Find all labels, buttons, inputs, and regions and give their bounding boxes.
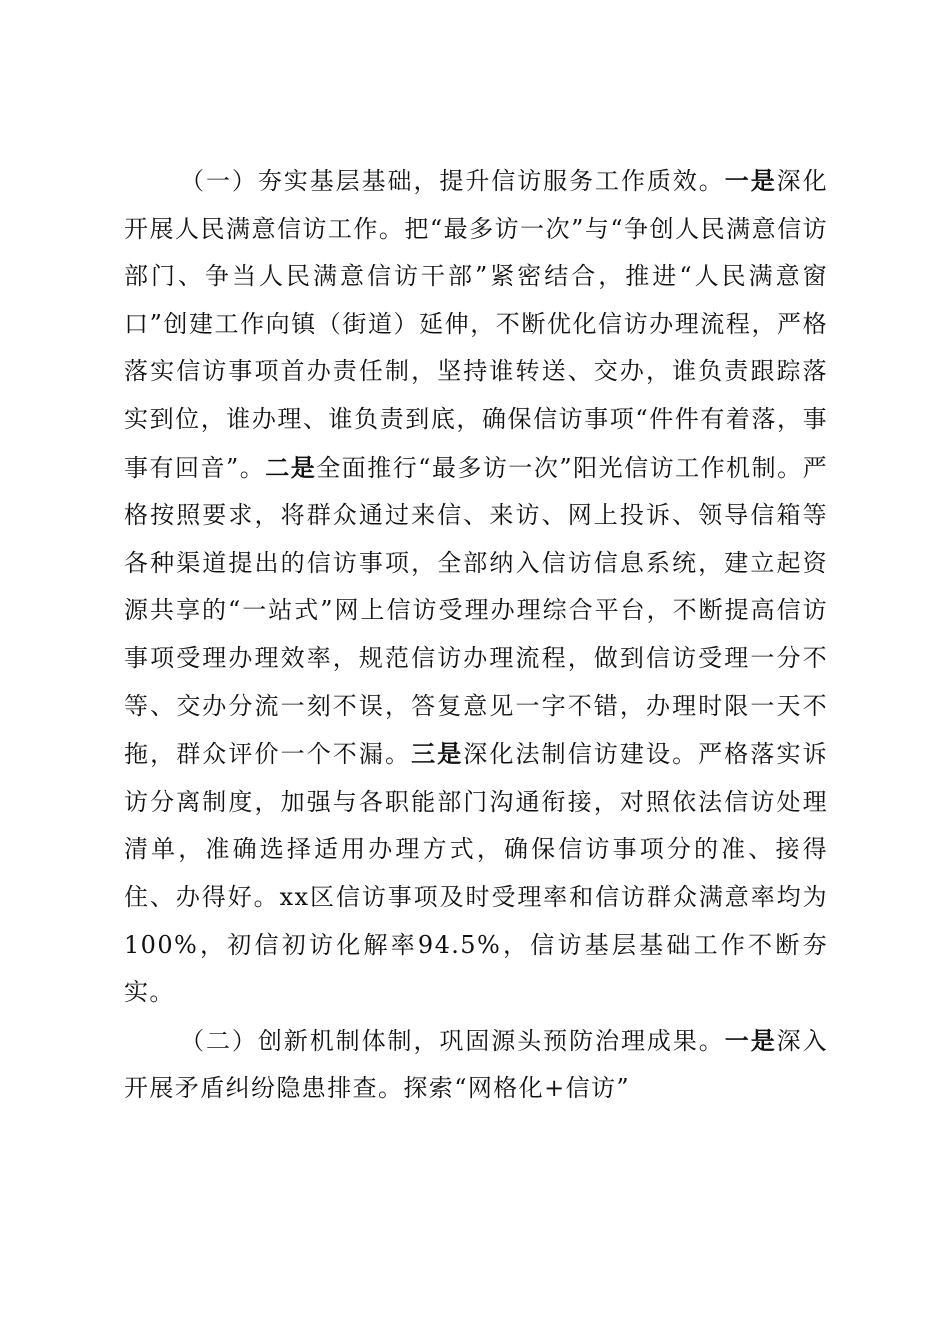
paragraph-1-first-point-text: 深化开展人民满意信访工作。把“最多访一次”与“争创人民满意信访部门、争当人民满意信访干部”紧密结合，推进“人民满意窗口”创建工作向镇（街道）延伸，不断优化信访办理流程，严格落实信访事项首办责任制，坚持谁转送、交办，谁负责跟踪落实到位，谁办理、谁负责到底，确保信访事项“件件有着落，事事有回音”。 <box>124 167 828 482</box>
paragraph-1 <box>124 157 828 1017</box>
paragraph-2 <box>124 1017 828 1113</box>
paragraph-1-second-point-marker: 二是 <box>265 452 317 482</box>
paragraph-2-first-point-marker: 一是 <box>724 1025 777 1055</box>
paragraph-2-heading: （二）创新机制体制，巩固源头预防治理成果。 <box>180 1026 725 1055</box>
paragraph-1-third-point-text: 深化法制信访建设。严格落实诉访分离制度，加强与各职能部门沟通衔接，对照依法信访处理清单，准确选择适用办理方式，确保信访事项分的准、接得住、办得好。xx区信访事项及时受理率和信访群众满意率均为100%，初信初访化解率94.5%，信访基层基础工作不断夯实。 <box>124 740 828 1007</box>
paragraph-1-heading: （一）夯实基层基础，提升信访服务工作质效。 <box>180 167 725 195</box>
paragraph-1-third-point-marker: 三是 <box>411 739 464 769</box>
paragraph-1-second-point-text: 全面推行“最多访一次”阳光信访工作机制。严格按照要求，将群众通过来信、来访、网上投诉、领导信箱等各种渠道提出的信访事项，全部纳入信访信息系统，建立起资源共享的“一站式”网上信访受理办理综合平台，不断提高信访事项受理办理效率，规范信访办理流程，做到信访受理一分不等、交办分流一刻不误，答复意见一字不错，办理时限一天不拖，群众评价一个不漏。 <box>124 453 828 769</box>
document-body <box>124 157 828 1113</box>
paragraph-2-first-point-text: 深入开展矛盾纠纷隐患排查。探索“网格化+信访” <box>124 1026 828 1103</box>
paragraph-1-first-point-marker: 一是 <box>724 166 777 195</box>
